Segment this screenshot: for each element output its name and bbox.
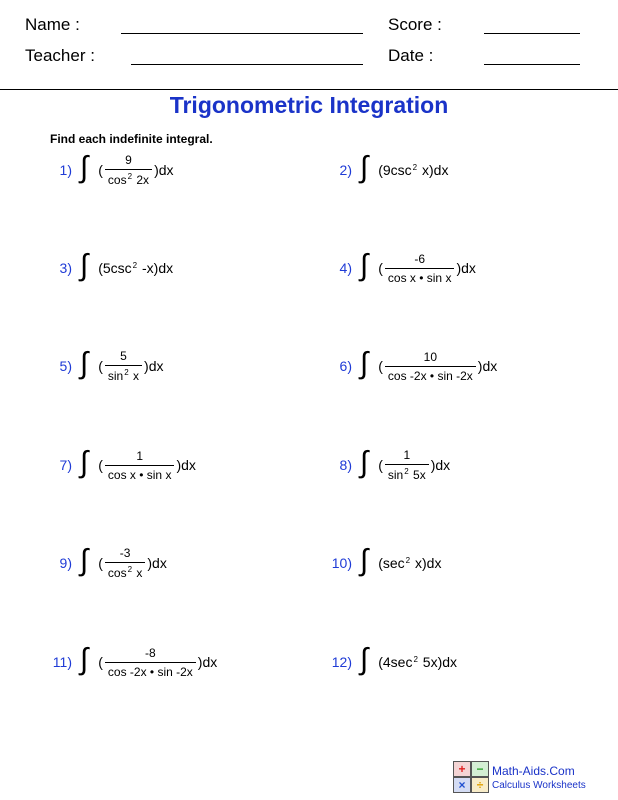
numerator: 5 <box>120 349 127 363</box>
plus-icon: + <box>453 761 471 777</box>
problem-9 <box>59 543 167 583</box>
problem-10 <box>331 543 442 583</box>
date-label: Date : <box>388 46 434 65</box>
integral-sign: ∫ <box>360 446 369 479</box>
close-paren-dx: )dx <box>456 260 476 276</box>
teacher-line[interactable] <box>131 64 363 65</box>
times-icon: × <box>453 777 471 793</box>
fraction <box>105 449 175 482</box>
name-line[interactable] <box>121 33 363 34</box>
divide-icon: ÷ <box>471 777 489 793</box>
close-paren-dx: )dx <box>176 457 196 473</box>
close-paren-dx: )dx <box>430 457 451 473</box>
denominator: cos -2x • sin -2x <box>105 662 196 679</box>
problem-11 <box>52 642 218 682</box>
open-paren: ( <box>378 358 383 374</box>
integral-sign: ∫ <box>80 544 89 577</box>
integral-sign: ∫ <box>80 446 89 479</box>
denominator: $\sin^2 x$ <box>105 365 142 383</box>
score-line[interactable] <box>484 33 580 34</box>
integral-sign: ∫ <box>360 643 369 676</box>
numerator: 1 <box>403 448 411 462</box>
denominator: cos x • sin x <box>385 268 455 285</box>
problem-number: 8) <box>339 457 352 473</box>
instructions: Find each indefinite integral. <box>50 132 213 146</box>
problem-number: 11) <box>52 654 72 670</box>
close-paren-dx: )dx <box>197 654 218 670</box>
problem-5 <box>59 346 164 386</box>
expression: ($9\csc^2$ x)dx <box>378 162 449 178</box>
problem-7 <box>59 445 196 485</box>
page-title: Trigonometric Integration <box>169 92 449 118</box>
integral-sign: ∫ <box>360 151 369 184</box>
problem-number: 3) <box>59 260 72 276</box>
expression: ($\sec^2$ x)dx <box>378 555 442 571</box>
problem-number: 6) <box>339 358 352 374</box>
problem-6 <box>339 346 498 386</box>
close-paren-dx: )dx <box>154 162 174 178</box>
date-line[interactable] <box>484 64 580 65</box>
fraction <box>105 349 142 383</box>
brand-name[interactable]: Math-Aids.Com <box>492 764 575 778</box>
problem-2 <box>339 150 449 190</box>
fraction <box>385 252 455 285</box>
fraction <box>105 153 152 187</box>
expression: ($4\sec^2$ 5x)dx <box>378 654 458 670</box>
problem-3 <box>59 248 174 288</box>
problem-number: 12) <box>331 654 352 670</box>
open-paren: ( <box>378 457 383 473</box>
denominator: $\sin^2 5x$ <box>385 464 429 482</box>
fraction <box>385 350 476 383</box>
problem-4 <box>339 248 476 288</box>
math-aids-logo-icon[interactable] <box>453 761 489 793</box>
integral-sign: ∫ <box>80 249 89 282</box>
integral-sign: ∫ <box>360 347 369 380</box>
brand-subtitle: Calculus Worksheets <box>492 780 586 791</box>
score-label: Score : <box>388 15 442 34</box>
name-label: Name : <box>25 15 80 34</box>
denominator: cos x • sin x <box>105 465 175 482</box>
problem-number: 1) <box>59 162 72 178</box>
numerator: -8 <box>145 645 156 660</box>
numerator: 1 <box>136 448 144 463</box>
close-paren-dx: )dx <box>144 358 164 374</box>
problem-12 <box>331 642 458 682</box>
header-divider <box>0 89 618 90</box>
numerator: -6 <box>414 251 425 266</box>
integral-sign: ∫ <box>360 249 369 282</box>
open-paren: ( <box>98 555 103 571</box>
integral-sign: ∫ <box>80 643 89 676</box>
fraction <box>385 448 429 482</box>
teacher-label: Teacher : <box>25 46 95 65</box>
open-paren: ( <box>98 358 103 374</box>
problem-number: 10) <box>331 555 352 571</box>
problem-number: 2) <box>339 162 352 178</box>
problem-number: 4) <box>339 260 352 276</box>
numerator: 10 <box>423 349 438 364</box>
problem-number: 5) <box>59 358 72 374</box>
denominator: $\cos^2 2x$ <box>105 169 152 187</box>
fraction <box>105 646 196 679</box>
open-paren: ( <box>98 162 103 178</box>
problem-1 <box>59 150 174 190</box>
denominator: cos -2x • sin -2x <box>385 366 476 383</box>
integral-sign: ∫ <box>360 544 369 577</box>
fraction <box>105 546 145 580</box>
integral-sign: ∫ <box>80 151 89 184</box>
open-paren: ( <box>378 260 383 276</box>
open-paren: ( <box>98 654 103 670</box>
close-paren-dx: )dx <box>147 555 167 571</box>
problem-8 <box>339 445 451 485</box>
numerator: -3 <box>119 546 131 560</box>
problem-number: 7) <box>59 457 72 473</box>
open-paren: ( <box>98 457 103 473</box>
integral-sign: ∫ <box>80 347 89 380</box>
problem-number: 9) <box>59 555 72 571</box>
minus-icon: − <box>471 761 489 777</box>
numerator: 9 <box>125 153 132 167</box>
denominator: $\cos^2 x$ <box>105 562 145 580</box>
expression: ($5\csc^2$ -x)dx <box>98 260 174 276</box>
close-paren-dx: )dx <box>477 358 498 374</box>
